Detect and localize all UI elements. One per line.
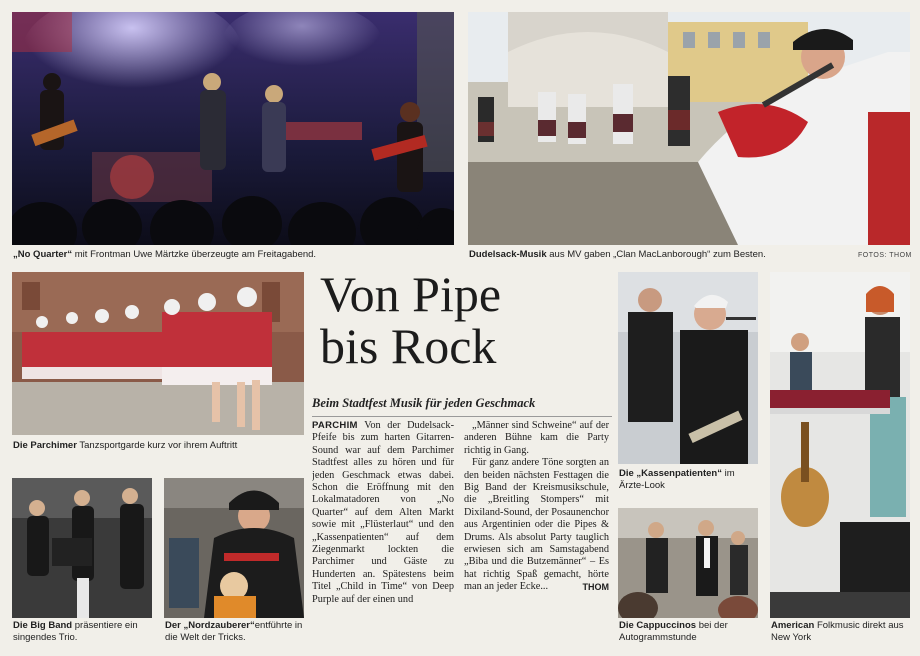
- caption-text: entführte in die Welt der Tricks.: [165, 620, 303, 643]
- caption-dudelsack: [469, 249, 839, 261]
- caption-text: aus MV gaben „Clan MacLanborough“ zum Besten.: [546, 249, 766, 260]
- caption-american: [771, 620, 911, 644]
- caption-text: Folkmusic direkt aus New York: [771, 620, 904, 643]
- photo-dudelsack: [468, 12, 910, 245]
- caption-name: Die Parchimer: [13, 440, 77, 451]
- photo-cappuccinos: [618, 508, 758, 618]
- caption-name: „No Quarter“: [13, 249, 73, 260]
- article-column-2: [464, 420, 609, 648]
- photo-big-band: [12, 478, 152, 618]
- column-1-text: Von der Dudelsack-Pfeife bis zum harten Gitarren-Sound war auf dem Parchimer Stadtfest alles zu hören und für jeden Geschmack etwas dabei. Schon die Eröffnung mit den Lokalmatadoren von „No Quarter“ auf dem Alten Markt sowie mit „Flüsterlaut“ und den „Kassenpatienten“ auf dem Ziegenmarkt lockten die Parchimer und Gäste zu Hunderten an. Spätestens beim Titel „Child in Time“ von Deep Purple auf der einen und: [312, 420, 454, 605]
- caption-nordzauberer: [165, 620, 310, 644]
- photo-kassenpatienten: [618, 272, 758, 464]
- caption-parchimer: [13, 440, 313, 452]
- caption-name: Die „Kassenpatienten“: [619, 468, 722, 479]
- dateline: PARCHIM: [312, 420, 358, 431]
- caption-name: Die Big Band: [13, 620, 73, 631]
- caption-name: Die Cappuccinos: [619, 620, 697, 631]
- article-column-1: [312, 420, 454, 648]
- caption-text: im Ärzte-Look: [619, 468, 735, 491]
- column-2-paragraph-2: Für ganz andere Töne sorgten an den beiden nächsten Festtagen die Big Band der Kreismusikschule, die „Breitling Stompers“ mit Dixiland-Sound, der Posaunenchor aus Argentinien oder die Pipes & Drums. Als absolut Party tauglich erwiesen sich am Samstagabend „Biba und die Butzemänner“ – Es hat richtig Spaß gemacht, hörte man an jeder Ecke...: [464, 457, 609, 593]
- caption-text: mit Frontman Uwe Märtzke überzeugte am Freitagabend.: [72, 249, 317, 260]
- caption-text: präsentiere ein singendes Trio.: [13, 620, 138, 643]
- caption-kassenpatienten: [619, 468, 761, 492]
- caption-big-band: [13, 620, 158, 644]
- photo-american-folk: [770, 272, 910, 618]
- caption-name: American: [771, 620, 815, 631]
- headline-line-2: bis Rock: [320, 318, 497, 374]
- headline-line-1: Von Pipe: [320, 266, 502, 322]
- article-subhead: Beim Stadtfest Musik für jeden Geschmack: [312, 396, 536, 410]
- caption-no-quarter: [13, 249, 453, 261]
- divider: [312, 416, 612, 417]
- caption-text: Tanzsportgarde kurz vor ihrem Auftritt: [76, 440, 238, 451]
- photo-credit: FOTOS: THOM: [858, 252, 912, 259]
- caption-text: bei der Autogrammstunde: [619, 620, 728, 643]
- caption-name: Dudelsack-Musik: [469, 249, 547, 260]
- article-headline: [320, 268, 620, 372]
- author-signature: THOM: [582, 582, 609, 593]
- photo-no-quarter: [12, 12, 454, 245]
- column-2-paragraph-1: „Männer sind Schweine“ auf der anderen Bühne kam die Party richtig in Gang.: [464, 420, 609, 456]
- photo-nordzauberer: [164, 478, 304, 618]
- caption-name: Der „Nordzauberer“: [165, 620, 255, 631]
- caption-cappuccinos: [619, 620, 767, 644]
- photo-parchimer: [12, 272, 304, 435]
